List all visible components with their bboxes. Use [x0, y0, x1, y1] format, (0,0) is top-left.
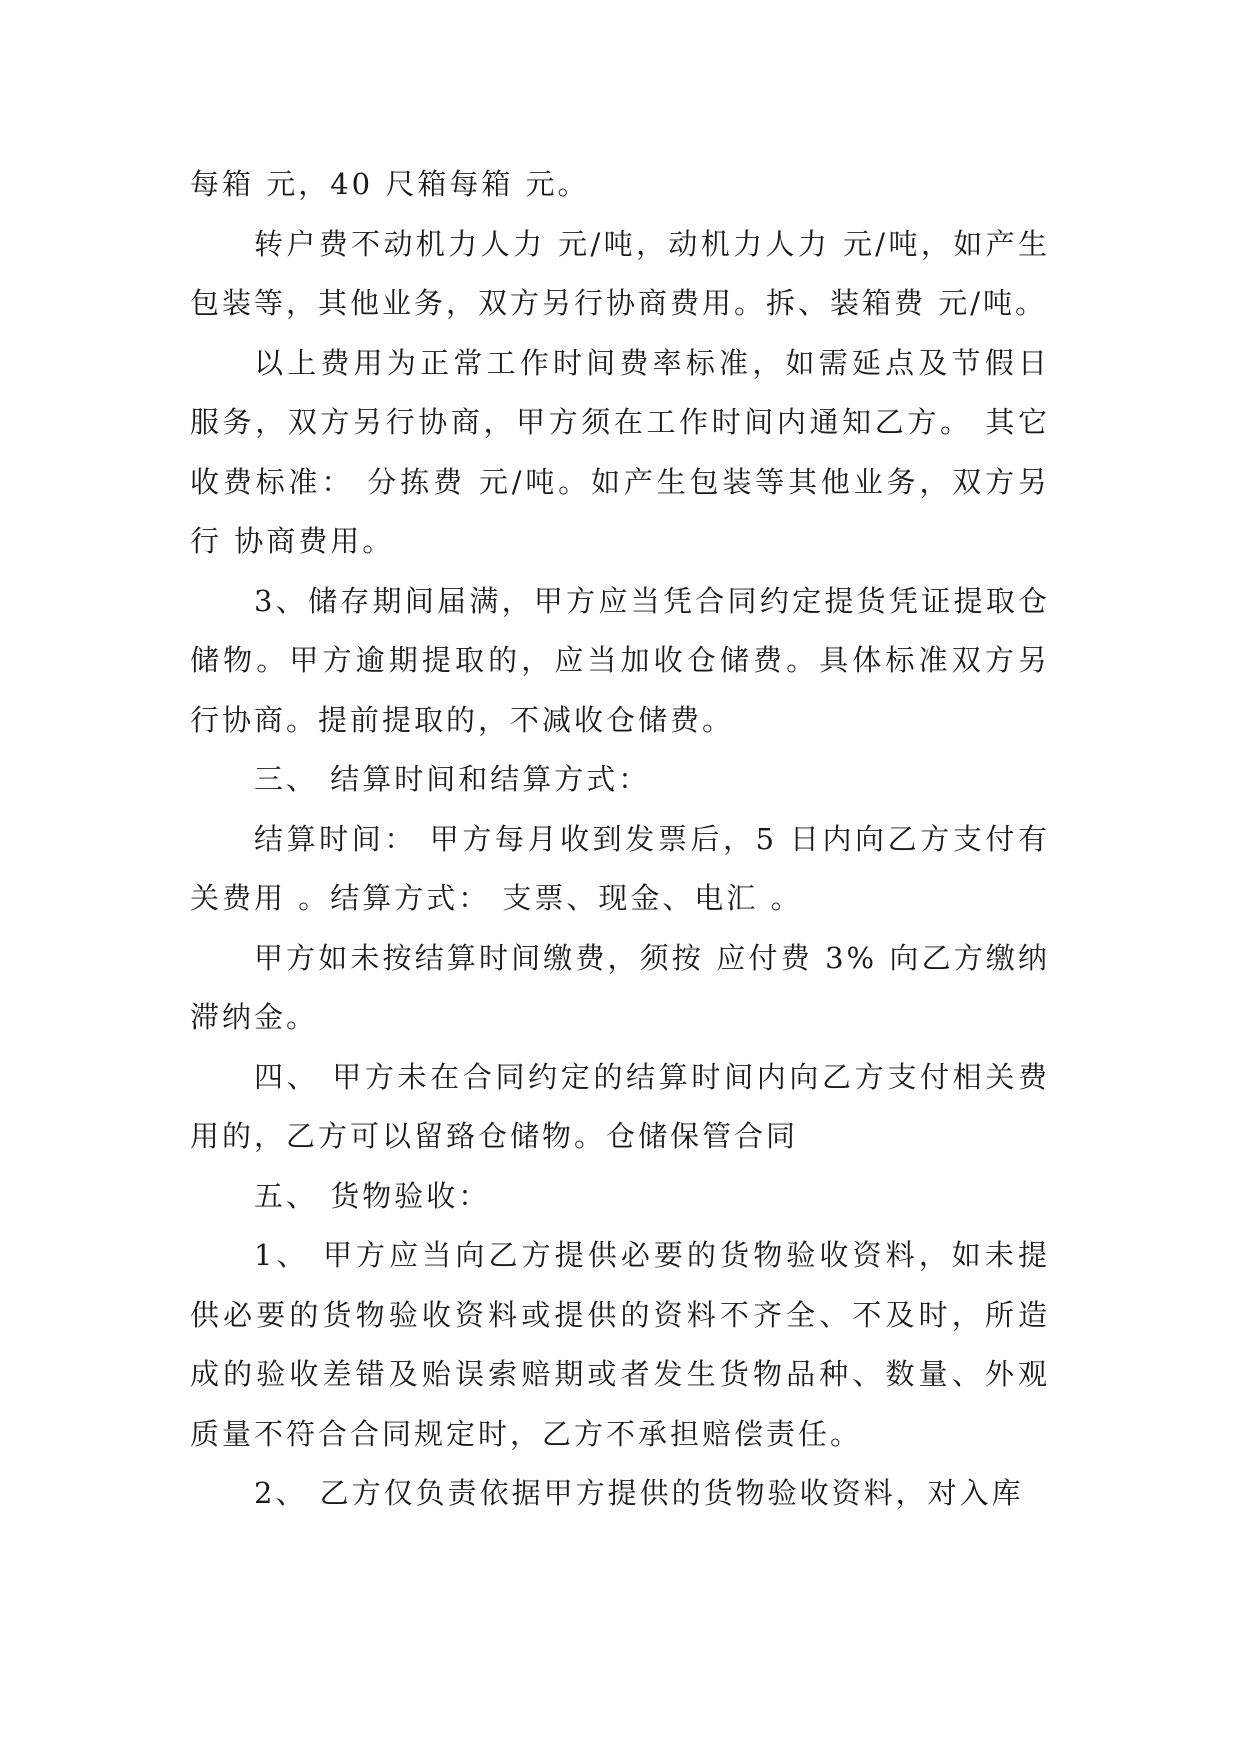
- section-heading-inspection: 五、 货物验收：: [254, 1178, 491, 1213]
- paragraph-settlement-time: 结算时间： 甲方每月收到发票后，5 日内向乙方支付有关费用 。结算方式： 支票、现金、电汇 。: [190, 821, 1050, 915]
- document-page: [190, 155, 1050, 1524]
- paragraph-rate-standard: 以上费用为正常工作时间费率标准，如需延点及节假日服务，双方另行协商，甲方须在工作时间内通知乙方。 其它收费标准： 分拣费 元/吨。如产生包装等其他业务，双方另行 协商费用。: [190, 345, 1050, 558]
- paragraph-container-fee: 每箱 元，40 尺箱每箱 元。: [190, 167, 590, 201]
- paragraph-inspection-2: 2、 乙方仅负责依据甲方提供的货物验收资料，对入库: [254, 1476, 1024, 1510]
- section-heading-settlement: 三、 结算时间和结算方式：: [254, 762, 651, 796]
- paragraph-late-fee: 甲方如未按结算时间缴费，须按 应付费 3% 向乙方缴纳滞纳金。: [190, 940, 1050, 1034]
- paragraph-inspection-1: 1、 甲方应当向乙方提供必要的货物验收资料，如未提供必要的货物验收资料或提供的资料不齐全、不及时，所造成的验收差错及贻误索赔期或者发生货物品种、数量、外观质量不符合合同规定时，乙方不承担赔偿责任。: [190, 1238, 1050, 1451]
- paragraph-storage-expiry: 3、储存期间届满，甲方应当凭合同约定提货凭证提取仓储物。甲方逾期提取的，应当加收仓储费。具体标准双方另行协商。提前提取的，不减收仓储费。: [190, 583, 1050, 737]
- paragraph-lien: 四、 甲方未在合同约定的结算时间内向乙方支付相关费用的，乙方可以留臵仓储物。仓储保管合同: [190, 1059, 1050, 1153]
- paragraph-transfer-fee: 转户费不动机力人力 元/吨，动机力人力 元/吨，如产生包装等，其他业务，双方另行协商费用。拆、装箱费 元/吨。: [190, 226, 1050, 320]
